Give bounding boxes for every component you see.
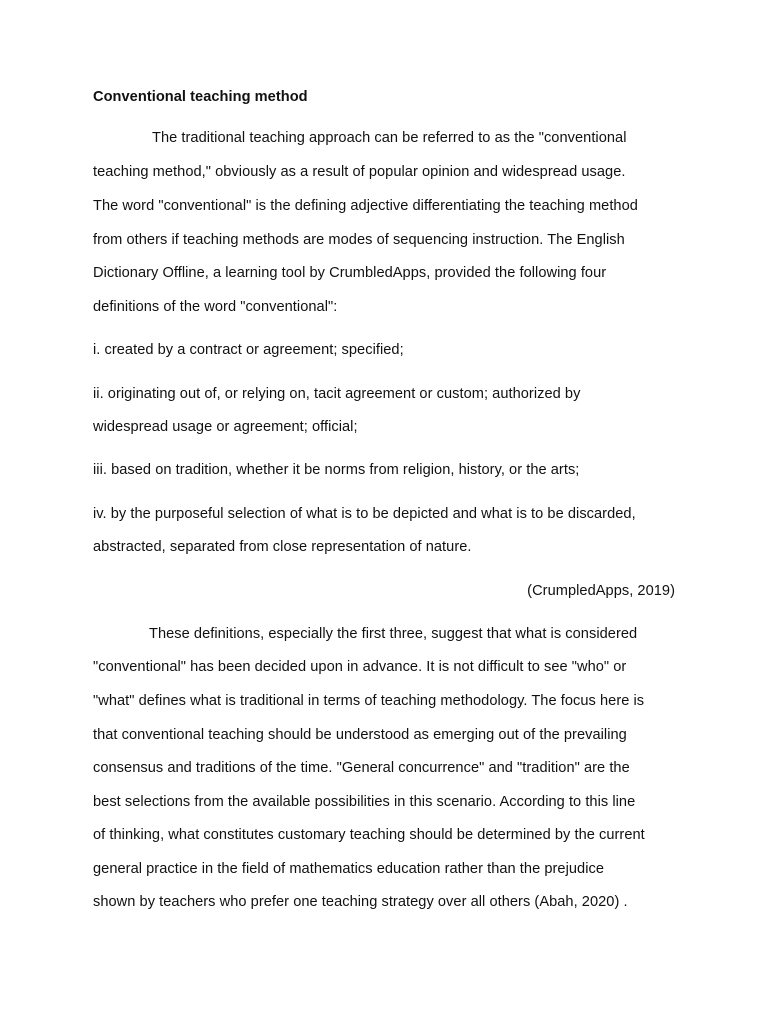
paragraph-line: The traditional teaching approach can be referred to as the "conventional <box>152 130 627 146</box>
paragraph-line: shown by teachers who prefer one teaching strategy over all others (Abah, 2020) . <box>93 894 628 910</box>
paragraph-line: best selections from the available possibilities in this scenario. According to this line <box>93 794 636 810</box>
definition-item: iii. based on tradition, whether it be norms from religion, history, or the arts; <box>93 462 580 478</box>
definition-item: abstracted, separated from close representation of nature. <box>93 539 472 555</box>
paragraph-line: "what" defines what is traditional in terms of teaching methodology. The focus here is <box>93 693 645 709</box>
paragraph-line: "conventional" has been decided upon in advance. It is not difficult to see "who" or <box>93 659 627 675</box>
paragraph-line: general practice in the field of mathematics education rather than the prejudice <box>93 861 605 877</box>
definition-item: iv. by the purposeful selection of what is to be depicted and what is to be discarded, <box>93 506 636 522</box>
paragraph-line: consensus and traditions of the time. "General concurrence" and "tradition" are the <box>93 760 630 776</box>
paragraph-line: These definitions, especially the first three, suggest that what is considered <box>149 626 638 642</box>
paragraph-line: from others if teaching methods are modes of sequencing instruction. The English <box>93 232 625 248</box>
document-heading: Conventional teaching method <box>93 89 308 105</box>
paragraph-line: definitions of the word "conventional": <box>93 299 338 315</box>
paragraph-line: Dictionary Offline, a learning tool by CrumbledApps, provided the following four <box>93 265 607 281</box>
paragraph-line: The word "conventional" is the defining adjective differentiating the teaching method <box>93 198 638 214</box>
paragraph-line: that conventional teaching should be understood as emerging out of the prevailing <box>93 727 627 743</box>
citation: (CrumpledApps, 2019) <box>527 583 675 599</box>
definition-item: ii. originating out of, or relying on, tacit agreement or custom; authorized by <box>93 386 581 402</box>
paragraph-line: teaching method," obviously as a result of popular opinion and widespread usage. <box>93 164 626 180</box>
definition-item: widespread usage or agreement; official; <box>93 419 358 435</box>
paragraph-line: of thinking, what constitutes customary teaching should be determined by the current <box>93 827 645 843</box>
definition-item: i. created by a contract or agreement; specified; <box>93 342 404 358</box>
